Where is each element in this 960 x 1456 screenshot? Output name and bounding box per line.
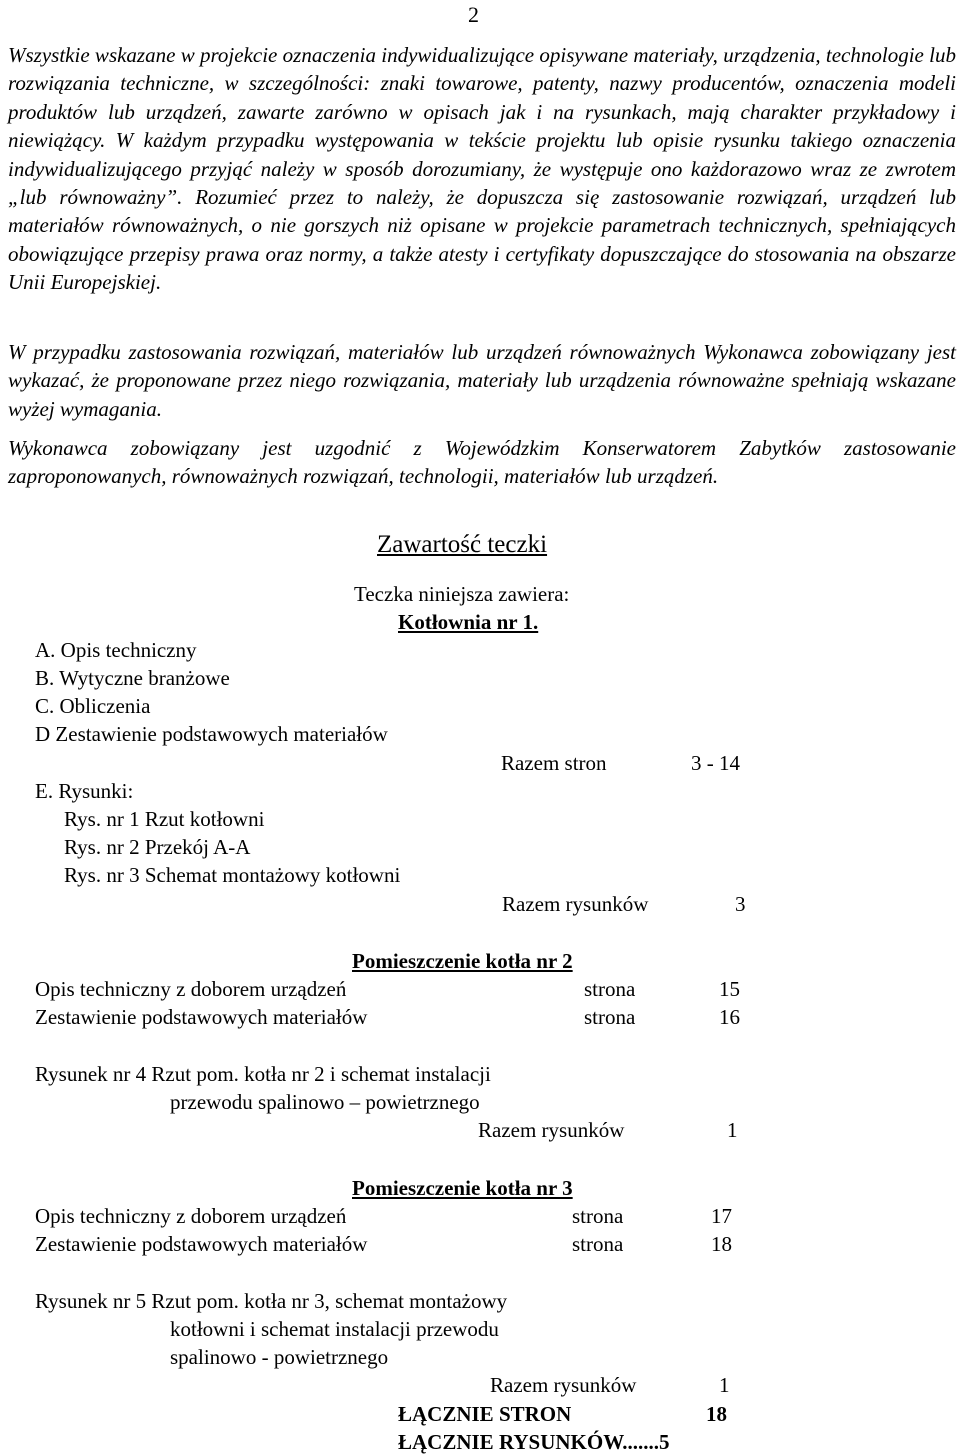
room2-drawing-line: Rysunek nr 4 Rzut pom. kotła nr 2 i schemat instalacji	[35, 1062, 491, 1086]
room3-heading: Pomieszczenie kotła nr 3	[352, 1176, 573, 1200]
summary-pages-value: 18	[706, 1402, 727, 1426]
contents-item: C. Obliczenia	[35, 694, 151, 718]
drawings-total-label: Razem rysunków	[502, 892, 649, 916]
pages-total-value: 3 - 14	[691, 751, 740, 775]
room3-total-label: Razem rysunków	[490, 1373, 637, 1397]
summary-pages-label: ŁĄCZNIE STRON	[398, 1402, 572, 1426]
contents-item: B. Wytyczne branżowe	[35, 666, 230, 690]
room3-row-unit: strona	[572, 1232, 624, 1256]
room2-drawing-line: przewodu spalinowo – powietrznego	[170, 1090, 480, 1114]
room2-row-page: 16	[719, 1005, 740, 1029]
paragraph-equivalents-note: Wszystkie wskazane w projekcie oznaczenia indywidualizujące opisywane materiały, urządzenia, technologie lub rozwiązania techniczne, w szczególności: znaki towarowe, patenty, nazwy producentów, oznaczenia modeli produktów lub urządzeń, zawarte zarówno w opisach jak i na rysunkach, mają charakter przykładowy i niewiążący. W każdym przypadku występowania w tekście projektu lub opisie rysunku takiego oznaczenia indywidualizującego przyjąć należy w sposób dorozumiany, że występuje ono każdorazowo wraz ze zwrotem „lub równoważny”. Rozumieć przez to należy, że dopuszcza się zastosowanie rozwiązań, urządzeń lub materiałów równoważnych, o nie gorszych niż opisane w projekcie parametrach technicznych, spełniających obowiązujące przepisy prawa oraz normy, a także atesty i certyfikaty dopuszczające do stosowania na obszarze Unii Europejskiej.	[8, 43, 956, 295]
room2-row-unit: strona	[584, 977, 636, 1001]
room2-total-value: 1	[727, 1118, 738, 1142]
contents-intro: Teczka niniejsza zawiera:	[354, 582, 570, 606]
room3-row-label: Zestawienie podstawowych materiałów	[35, 1232, 368, 1256]
room2-row-page: 15	[719, 977, 740, 1001]
room3-drawing-line: Rysunek nr 5 Rzut pom. kotła nr 3, schemat montażowy	[35, 1289, 508, 1313]
kotlownia-heading: Kotłownia nr 1.	[398, 610, 539, 634]
room2-row-unit: strona	[584, 1005, 636, 1029]
drawings-heading: E. Rysunki:	[35, 779, 134, 803]
contents-item: D Zestawienie podstawowych materiałów	[35, 722, 388, 746]
room2-row-label: Zestawienie podstawowych materiałów	[35, 1005, 368, 1029]
summary-drawings-line	[398, 1428, 670, 1456]
paragraph-conservator-approval: Wykonawca zobowiązany jest uzgodnić z Wojewódzkim Konserwatorem Zabytków zastosowanie zaproponowanych, równoważnych rozwiązań, technologii, materiałów lub urządzeń.	[8, 436, 956, 489]
page-number: 2	[468, 2, 479, 27]
drawing-item: Rys. nr 1 Rzut kotłowni	[64, 807, 265, 831]
room3-drawing-line: kotłowni i schemat instalacji przewodu	[170, 1317, 499, 1341]
drawings-total-value: 3	[735, 892, 746, 916]
contents-item: A. Opis techniczny	[35, 638, 197, 662]
room2-heading: Pomieszczenie kotła nr 2	[352, 949, 573, 973]
paragraph-contractor-proof: W przypadku zastosowania rozwiązań, materiałów lub urządzeń równoważnych Wykonawca zobowiązany jest wykazać, że proponowane przez niego rozwiązania, materiały lub urządzenia równoważne spełniają wskazane wyżej wymagania.	[8, 340, 956, 421]
room3-total-value: 1	[719, 1373, 730, 1397]
pages-total-label: Razem stron	[501, 751, 607, 775]
summary-drawings-label: ŁĄCZNIE RYSUNKÓW.......	[398, 1430, 660, 1454]
summary-drawings-value: 5	[659, 1430, 670, 1454]
contents-title: Zawartość teczki	[377, 531, 548, 558]
room2-row-label: Opis techniczny z doborem urządzeń	[35, 977, 347, 1001]
room3-row-page: 18	[711, 1232, 732, 1256]
room3-drawing-line: spalinowo - powietrznego	[170, 1345, 389, 1369]
room2-total-label: Razem rysunków	[478, 1118, 625, 1142]
room3-row-label: Opis techniczny z doborem urządzeń	[35, 1204, 347, 1228]
room3-row-unit: strona	[572, 1204, 624, 1228]
room3-row-page: 17	[711, 1204, 732, 1228]
drawing-item: Rys. nr 2 Przekój A-A	[64, 835, 251, 859]
drawing-item: Rys. nr 3 Schemat montażowy kotłowni	[64, 863, 401, 887]
